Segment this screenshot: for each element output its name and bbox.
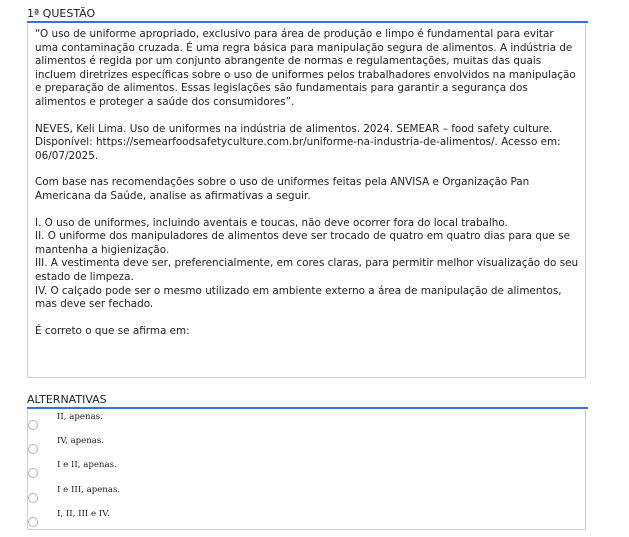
question-box bbox=[27, 24, 586, 378]
alternative-label: I e III, apenas. bbox=[57, 485, 121, 495]
alternative-label: IV, apenas. bbox=[57, 436, 105, 446]
alternative-option-2[interactable] bbox=[28, 436, 585, 456]
alternatives-header: ALTERNATIVAS bbox=[27, 393, 588, 409]
alternative-option-1[interactable] bbox=[28, 412, 585, 432]
alternative-label: I, II, III e IV. bbox=[57, 509, 110, 519]
radio-button[interactable] bbox=[28, 444, 38, 454]
question-reference: NEVES, Keli Lima. Uso de uniformes na indústria de alimentos. 2024. SEMEAR – food safety culture. Disponível: https://semearfoodsafetyculture.com.br/uniforme-na-industria-de-alimentos/. Acesso em: 06/07/2025. bbox=[35, 122, 561, 162]
statement-2: II. O uniforme dos manipuladores de alimentos deve ser trocado de quatro em quatro dias para que se mantenha a higienização. bbox=[35, 230, 570, 256]
question-prompt: É correto o que se afirma em: bbox=[35, 324, 190, 337]
alternatives-list bbox=[27, 410, 586, 530]
radio-button[interactable] bbox=[28, 517, 38, 527]
alternative-option-4[interactable] bbox=[28, 485, 585, 505]
alternative-label: I e II, apenas. bbox=[57, 460, 117, 470]
radio-button[interactable] bbox=[28, 420, 38, 430]
question-context: Com base nas recomendações sobre o uso de uniformes feitas pela ANVISA e Organização Pan Americana da Saúde, analise as afirmativas a seguir. bbox=[35, 176, 530, 202]
alternative-option-3[interactable] bbox=[28, 460, 585, 480]
alternative-option-5[interactable] bbox=[28, 509, 585, 529]
question-header: 1ª QUESTÃO bbox=[27, 7, 588, 23]
radio-button[interactable] bbox=[28, 468, 38, 478]
question-quote: “O uso de uniforme apropriado, exclusivo para área de produção e limpo é fundamental para evitar uma contaminação cruzada. É uma regra básica para manipulação segura de alimentos. A indústria de alimentos é regida por um conjunto abrangente de normas e regulamentações, muitas das quais incluem diretrizes específicas sobre o uso de uniformes pelos trabalhadores envolvidos na manipulação e preparação de alimentos. Essas legislações são fundamentais para garantir a segurança dos alimentos e proteger a saúde dos consumidores”. bbox=[35, 28, 576, 108]
alternative-label: II, apenas. bbox=[57, 412, 103, 422]
radio-button[interactable] bbox=[28, 493, 38, 503]
statement-1: I. O uso de uniformes, incluindo aventais e toucas, não deve ocorrer fora do local trabalho. bbox=[35, 216, 508, 229]
statement-4: IV. O calçado pode ser o mesmo utilizado em ambiente externo a área de manipulação de alimentos, mas deve ser fechado. bbox=[35, 284, 562, 311]
statement-3: III. A vestimenta deve ser, preferencialmente, em cores claras, para permitir melhor visualização do seu estado de limpeza. bbox=[35, 257, 579, 283]
